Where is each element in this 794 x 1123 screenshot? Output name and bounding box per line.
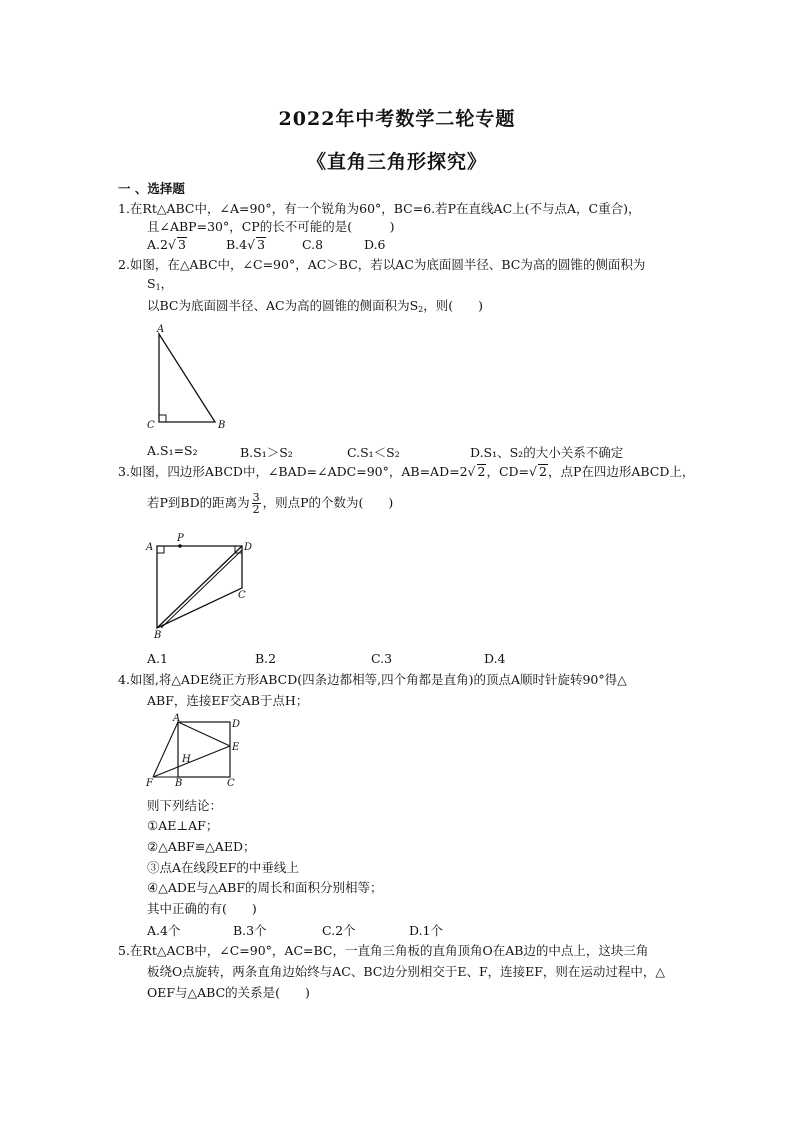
q4-option-c: C.2个 — [322, 923, 356, 938]
section-heading: 一 、选择题 — [118, 181, 185, 196]
q3-option-b: B.2 — [255, 651, 277, 666]
q2-option-a: A.S₁=S₂ — [147, 443, 198, 458]
q3-option-c: C.3 — [371, 651, 393, 666]
q3-label-d: D — [244, 542, 253, 553]
q4-label-h: H — [182, 754, 191, 765]
q3-point-p — [178, 544, 182, 548]
q2-label-a: A — [157, 324, 165, 335]
q1-option-a: A.2√ 3 — [147, 237, 186, 252]
q3-diagonal-bd — [157, 546, 242, 628]
q1-option-c: C.8 — [302, 237, 324, 252]
q5-line1: 5.在Rt△ACB中，∠C=90°，AC=BC，一直角三角板的直角顶角O在AB边的中点上，这块三角 — [118, 943, 649, 958]
q1-line1: 1.在Rt△ABC中，∠A=90°，有一个锐角为60°，BC=6.若P在直线AC上(不与点A，C重合)， — [118, 201, 641, 216]
q1-line2: 且∠ABP=30°，CP的长不可能的是( ) — [147, 219, 395, 234]
q3-line1: 3.如图，四边形ABCD中，∠BAD=∠ADC=90°，AB=AD=2√ 2，CD=√ 2，点P在四边形ABCD上， — [118, 464, 695, 479]
q4-option-b: B.3个 — [233, 923, 267, 938]
q4-question: 其中正确的有( ) — [147, 901, 257, 916]
q3-label-c: C — [238, 590, 246, 601]
q2-option-d: D.S₁、S₂的大小关系不确定 — [470, 445, 624, 460]
page-subtitle: 《直角三角形探究》 — [306, 151, 487, 173]
q3-diagonal-shadow — [161, 550, 242, 628]
q2-line3: 以BC为底面圆半径、AC为高的圆锥的侧面积为$S_2$，则( ) — [147, 298, 483, 314]
q2-triangle — [159, 334, 215, 422]
q4-option-a: A.4个 — [147, 923, 181, 938]
q4-label-a: A — [173, 713, 181, 724]
q5-line2: 板绕O点旋转，两条直角边始终与AC、BC边分别相交于E、F，连接EF，则在运动过程中，△ — [147, 964, 666, 979]
q3-right-angle-a — [157, 546, 164, 553]
q3-option-d: D.4 — [484, 651, 506, 666]
q2-line2: $S_1$， — [147, 276, 174, 292]
q4-label-c: C — [227, 778, 235, 789]
q2-option-b: B.S₁＞S₂ — [240, 445, 293, 460]
q2-right-angle-mark — [159, 415, 166, 422]
q2-triangle-figure — [145, 320, 245, 436]
q2-label-b: B — [218, 420, 226, 431]
q1-option-d: D.6 — [364, 237, 386, 252]
q3-label-p: P — [177, 533, 184, 544]
q3-quadrilateral-figure — [143, 530, 263, 642]
q4-label-e: E — [232, 742, 240, 753]
q4-conclusion-4: ④△ADE与△ABF的周长和面积分别相等； — [147, 880, 383, 895]
q4-conclusion-3: ③点A在线段EF的中垂线上 — [147, 860, 299, 875]
q4-option-d: D.1个 — [409, 923, 444, 938]
q3-label-b: B — [154, 630, 162, 641]
q2-line1: 2.如图，在△ABC中，∠C=90°，AC＞BC，若以AC为底面圆半径、BC为高的圆锥的侧面积为 — [118, 257, 646, 272]
q3-label-a: A — [146, 542, 154, 553]
q4-conclusion-1: ①AE⊥AF； — [147, 818, 219, 833]
q4-label-b: B — [175, 778, 183, 789]
q4-line2: ABF，连接EF交AB于点H； — [147, 693, 309, 708]
q2-option-c: C.S₁＜S₂ — [347, 445, 400, 460]
q3-option-a: A.1 — [147, 651, 168, 666]
q4-label-f: F — [146, 778, 153, 789]
q5-line3: OEF与△ABC的关系是( ) — [147, 985, 310, 1000]
q4-line1: 4.如图,将△ADE绕正方形ABCD(四条边都相等,四个角都是直角)的顶点A顺时针旋转90°得△ — [118, 672, 627, 687]
q3-fraction: $\frac{3}{2}$ — [252, 491, 260, 516]
q1-option-b: B.4√ 3 — [226, 237, 266, 252]
q2-label-c: C — [147, 420, 155, 431]
page-title: 2022年中考数学二轮专题 — [278, 108, 516, 130]
q4-conclusion-2: ②△ABF≌△AED； — [147, 839, 256, 854]
q3-line2: 若P到BD的距离为 $\frac{3}{2}$ ，则点P的个数为( ) — [147, 491, 394, 516]
q4-segment-ae — [178, 722, 230, 746]
q4-label-d: D — [232, 719, 241, 730]
q4-square-figure — [143, 712, 253, 792]
q4-intro: 则下列结论： — [147, 798, 223, 813]
